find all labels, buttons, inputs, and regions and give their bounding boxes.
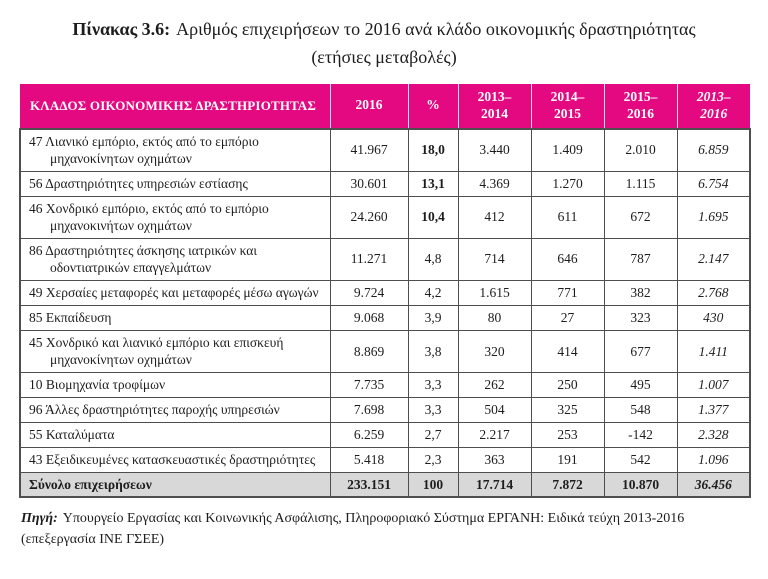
col-header-2013-2014: 2013– 2014	[458, 84, 531, 129]
value-cell: 1.115	[604, 171, 677, 196]
col-header-sector: ΚΛΑΔΟΣ ΟΙΚΟΝΟΜΙΚΗΣ ΔΡΑΣΤΗΡΙΟΤΗΤΑΣ	[20, 84, 330, 129]
value-cell: 9.724	[330, 280, 408, 305]
value-cell: 2,7	[408, 422, 458, 447]
value-cell: 6.259	[330, 422, 408, 447]
sector-cell: 56 Δραστηριότητες υπηρεσιών εστίασης	[20, 171, 330, 196]
sector-cell: 43 Εξειδικευμένες κατασκευαστικές δραστηριότητες	[20, 447, 330, 472]
source-text: Υπουργείο Εργασίας και Κοινωνικής Ασφάλισης, Πληροφοριακό Σύστημα ΕΡΓΑΝΗ: Ειδικά τεύχη 2013-2016 (επεξεργασία ΙΝΕ ΓΣΕΕ)	[21, 511, 685, 548]
value-cell: 262	[458, 372, 531, 397]
value-cell: 36.456	[677, 472, 750, 497]
value-cell: 1.409	[531, 129, 604, 172]
value-cell: 325	[531, 397, 604, 422]
value-cell: 2.768	[677, 280, 750, 305]
value-cell: 414	[531, 330, 604, 372]
table-title-text: Αριθμός επιχειρήσεων το 2016 ανά κλάδο οικονομικής δραστηριότητας (ετήσιες μεταβολές)	[176, 19, 696, 67]
value-cell: 27	[531, 305, 604, 330]
value-cell: 430	[677, 305, 750, 330]
col-header-2015-2016: 2015– 2016	[604, 84, 677, 129]
value-cell: 13,1	[408, 171, 458, 196]
sector-cell: 10 Βιομηχανία τροφίμων	[20, 372, 330, 397]
header-row	[20, 84, 750, 129]
value-cell: 382	[604, 280, 677, 305]
value-cell: 3,3	[408, 372, 458, 397]
value-cell: 5.418	[330, 447, 408, 472]
table-row	[20, 196, 750, 238]
value-cell: 41.967	[330, 129, 408, 172]
value-cell: 3,3	[408, 397, 458, 422]
value-cell: 611	[531, 196, 604, 238]
table-row	[20, 330, 750, 372]
value-cell: 2.147	[677, 238, 750, 280]
value-cell: 233.151	[330, 472, 408, 497]
col-header-2016: 2016	[330, 84, 408, 129]
table-row	[20, 447, 750, 472]
col-header-percent: %	[408, 84, 458, 129]
value-cell: 323	[604, 305, 677, 330]
sector-cell: Σύνολο επιχειρήσεων	[20, 472, 330, 497]
value-cell: 253	[531, 422, 604, 447]
value-cell: 1.270	[531, 171, 604, 196]
value-cell: 542	[604, 447, 677, 472]
sector-cell: 86 Δραστηριότητες άσκησης ιατρικών και οδοντιατρικών επαγγελμάτων	[20, 238, 330, 280]
value-cell: 787	[604, 238, 677, 280]
value-cell: 3,8	[408, 330, 458, 372]
businesses-by-sector-table	[19, 84, 751, 499]
value-cell: 3.440	[458, 129, 531, 172]
total-row	[20, 472, 750, 497]
table-title	[62, 16, 707, 72]
table-row	[20, 238, 750, 280]
value-cell: 1.695	[677, 196, 750, 238]
value-cell: 548	[604, 397, 677, 422]
value-cell: 17.714	[458, 472, 531, 497]
value-cell: 30.601	[330, 171, 408, 196]
table-row	[20, 129, 750, 172]
value-cell: 9.068	[330, 305, 408, 330]
sector-cell: 46 Χονδρικό εμπόριο, εκτός από το εμπόριο μηχανοκινήτων οχημάτων	[20, 196, 330, 238]
value-cell: 1.615	[458, 280, 531, 305]
sector-cell: 85 Εκπαίδευση	[20, 305, 330, 330]
value-cell: 10,4	[408, 196, 458, 238]
value-cell: 2.217	[458, 422, 531, 447]
value-cell: 7.872	[531, 472, 604, 497]
col-header-2014-2015: 2014– 2015	[531, 84, 604, 129]
sector-cell: 49 Χερσαίες μεταφορές και μεταφορές μέσω αγωγών	[20, 280, 330, 305]
sector-cell: 47 Λιανικό εμπόριο, εκτός από το εμπόριο μηχανοκίνητων οχημάτων	[20, 129, 330, 172]
table-row	[20, 397, 750, 422]
value-cell: 771	[531, 280, 604, 305]
value-cell: 250	[531, 372, 604, 397]
table-row	[20, 280, 750, 305]
value-cell: 3,9	[408, 305, 458, 330]
value-cell: 2.010	[604, 129, 677, 172]
value-cell: 18,0	[408, 129, 458, 172]
table-row	[20, 422, 750, 447]
value-cell: 11.271	[330, 238, 408, 280]
table-row	[20, 305, 750, 330]
value-cell: 320	[458, 330, 531, 372]
value-cell: 6.859	[677, 129, 750, 172]
value-cell: 2.328	[677, 422, 750, 447]
value-cell: 10.870	[604, 472, 677, 497]
value-cell: -142	[604, 422, 677, 447]
sector-cell: 55 Καταλύματα	[20, 422, 330, 447]
value-cell: 191	[531, 447, 604, 472]
value-cell: 412	[458, 196, 531, 238]
value-cell: 4,8	[408, 238, 458, 280]
table-row	[20, 171, 750, 196]
value-cell: 100	[408, 472, 458, 497]
value-cell: 24.260	[330, 196, 408, 238]
value-cell: 7.735	[330, 372, 408, 397]
value-cell: 714	[458, 238, 531, 280]
table-title-label: Πίνακας 3.6:	[72, 19, 171, 39]
value-cell: 7.698	[330, 397, 408, 422]
value-cell: 1.411	[677, 330, 750, 372]
source-note	[21, 508, 747, 550]
value-cell: 504	[458, 397, 531, 422]
value-cell: 1.096	[677, 447, 750, 472]
table-body	[20, 129, 750, 498]
source-label: Πηγή:	[21, 511, 58, 527]
value-cell: 8.869	[330, 330, 408, 372]
value-cell: 6.754	[677, 171, 750, 196]
value-cell: 495	[604, 372, 677, 397]
value-cell: 4,2	[408, 280, 458, 305]
value-cell: 80	[458, 305, 531, 330]
value-cell: 1.007	[677, 372, 750, 397]
value-cell: 672	[604, 196, 677, 238]
sector-cell: 45 Χονδρικό και λιανικό εμπόριο και επισκευή μηχανοκίνητων οχημάτων	[20, 330, 330, 372]
table-row	[20, 372, 750, 397]
value-cell: 646	[531, 238, 604, 280]
col-header-2013-2016: 2013– 2016	[677, 84, 750, 129]
value-cell: 2,3	[408, 447, 458, 472]
value-cell: 4.369	[458, 171, 531, 196]
sector-cell: 96 Άλλες δραστηριότητες παροχής υπηρεσιών	[20, 397, 330, 422]
value-cell: 363	[458, 447, 531, 472]
value-cell: 677	[604, 330, 677, 372]
value-cell: 1.377	[677, 397, 750, 422]
